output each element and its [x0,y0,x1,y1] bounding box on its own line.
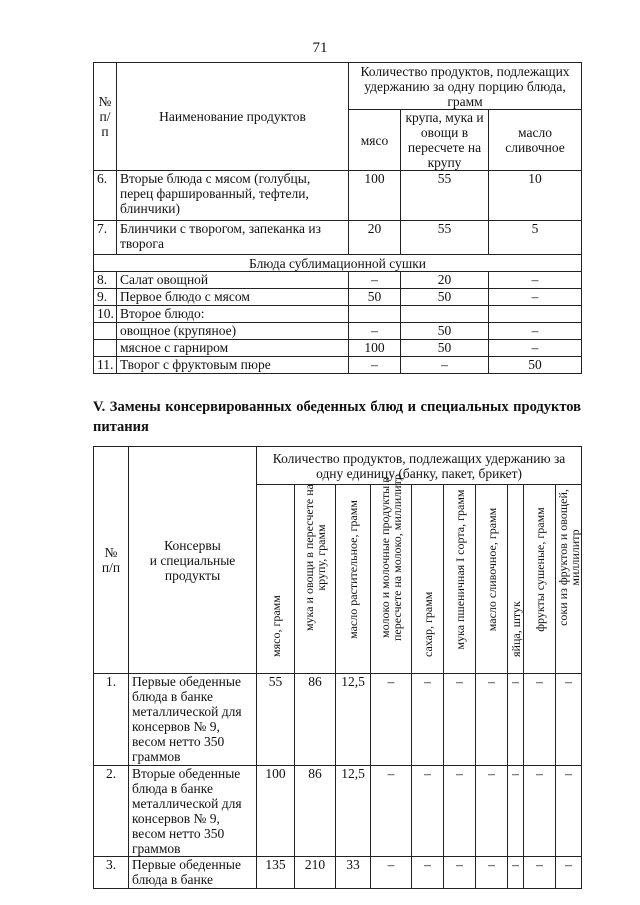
row-num: 2. [94,766,129,857]
header-vertical: мясо, грамм [257,485,295,674]
row-name: Вторые обеденные блюда в банке металлической для консервов № 9, весом нетто 350 граммов [129,766,257,857]
row-num: 3. [94,857,129,889]
header-butter: масло сливочное [489,110,582,171]
table-row [94,306,582,323]
row-meat: 100 [349,340,401,357]
row-butter [489,306,582,323]
row-num: 9. [94,289,117,306]
cell-value: – [524,857,556,889]
header-grain: крупа, мука и овощи в пересчете на крупу [401,110,489,171]
header-name: Наименование продуктов [117,63,349,171]
row-grain: 50 [401,323,489,340]
header-num: № п/п [94,63,117,171]
row-meat: – [349,272,401,289]
row-num: 6. [94,171,117,221]
row-butter: – [489,323,582,340]
row-grain: 55 [401,221,489,255]
row-butter: – [489,340,582,357]
header-meat: мясо [349,110,401,171]
table-row [94,857,582,889]
header-vertical: яйца, штук [508,485,524,674]
cell-value: – [556,766,582,857]
header-vertical: масло растительное, грамм [336,485,371,674]
table-row [94,766,582,857]
header-vertical: масло сливочное, грамм [476,485,508,674]
cell-value: – [524,674,556,766]
table-row [94,221,582,255]
header-vertical: соки из фруктов и овощей, миллилитр [556,485,582,674]
cell-value: – [508,766,524,857]
table-row [94,289,582,306]
row-meat: – [349,323,401,340]
row-grain [401,306,489,323]
table-row [94,674,582,766]
row-name: Второе блюдо: [117,306,349,323]
table-row [94,340,582,357]
cell-value: 86 [295,766,336,857]
row-grain: 50 [401,340,489,357]
table-row [94,357,582,374]
header-num: № п/п [94,447,129,674]
cell-value: – [476,857,508,889]
row-name: Салат овощной [117,272,349,289]
row-name: Творог с фруктовым пюре [117,357,349,374]
cell-value: – [508,857,524,889]
row-butter: 5 [489,221,582,255]
cell-value: – [412,857,444,889]
cell-value: – [508,674,524,766]
row-butter: 10 [489,171,582,221]
row-name: Первые обеденные блюда в банке [129,857,257,889]
cell-value: – [444,766,476,857]
section-title: Блюда сублимационной сушки [94,255,582,272]
cell-value: – [412,674,444,766]
row-butter: 50 [489,357,582,374]
cell-value: 55 [257,674,295,766]
row-grain: 20 [401,272,489,289]
cell-value: – [371,766,412,857]
header-name: Консервы и специальные продукты [129,447,257,674]
header-vertical: мука пшеничная I сорта, грамм [444,485,476,674]
row-grain: 55 [401,171,489,221]
row-num: 10. [94,306,117,323]
row-meat: 100 [349,171,401,221]
row-name: мясное с гарниром [117,340,349,357]
row-meat: 20 [349,221,401,255]
row-grain: – [401,357,489,374]
cell-value: 12,5 [336,674,371,766]
row-num: 8. [94,272,117,289]
cell-value: – [556,674,582,766]
header-quantity-group: Количество продуктов, подлежащих удержанию за одну порцию блюда, грамм [349,63,582,110]
header-vertical: мука и овощи в пересчете на крупу, грамм [295,485,336,674]
cell-value: 86 [295,674,336,766]
header-vertical: фрукты сушеные, грамм [524,485,556,674]
row-num: 7. [94,221,117,255]
cell-value: – [476,766,508,857]
table-row [94,171,582,221]
cell-value: 135 [257,857,295,889]
row-butter: – [489,272,582,289]
replacements-table [93,446,582,889]
cell-value: 210 [295,857,336,889]
page-number: 71 [312,40,328,56]
row-meat: – [349,357,401,374]
row-name: Первое блюдо с мясом [117,289,349,306]
rations-table [93,62,582,374]
cell-value: – [444,857,476,889]
cell-value: – [371,674,412,766]
cell-value: – [371,857,412,889]
header-vertical: сахар, грамм [412,485,444,674]
cell-value: – [476,674,508,766]
cell-value: – [444,674,476,766]
row-meat [349,306,401,323]
cell-value: – [524,766,556,857]
row-butter: – [489,289,582,306]
table-row [94,323,582,340]
row-meat: 50 [349,289,401,306]
row-num [94,323,117,340]
row-num [94,340,117,357]
section-heading: V. Замены консервированных обеденных блюд и специальных продуктов питания [93,399,581,435]
cell-value: 100 [257,766,295,857]
row-name: Вторые блюда с мясом (голубцы, перец фаршированный, тефтели, блинчики) [117,171,349,221]
cell-value: 12,5 [336,766,371,857]
cell-value: – [556,857,582,889]
cell-value: 33 [336,857,371,889]
row-name: Блинчики с творогом, запеканка из творога [117,221,349,255]
header-quantity-group: Количество продуктов, подлежащих удержанию за одну единицу (банку, пакет, брикет) [257,447,582,485]
cell-value: – [412,766,444,857]
row-num: 11. [94,357,117,374]
header-vertical: молоко и молочные продукты в пересчете на молоко, миллилитр [371,485,412,674]
row-name: Первые обеденные блюда в банке металлической для консервов № 9, весом нетто 350 граммов [129,674,257,766]
row-name: овощное (крупяное) [117,323,349,340]
row-num: 1. [94,674,129,766]
row-grain: 50 [401,289,489,306]
table-row [94,272,582,289]
